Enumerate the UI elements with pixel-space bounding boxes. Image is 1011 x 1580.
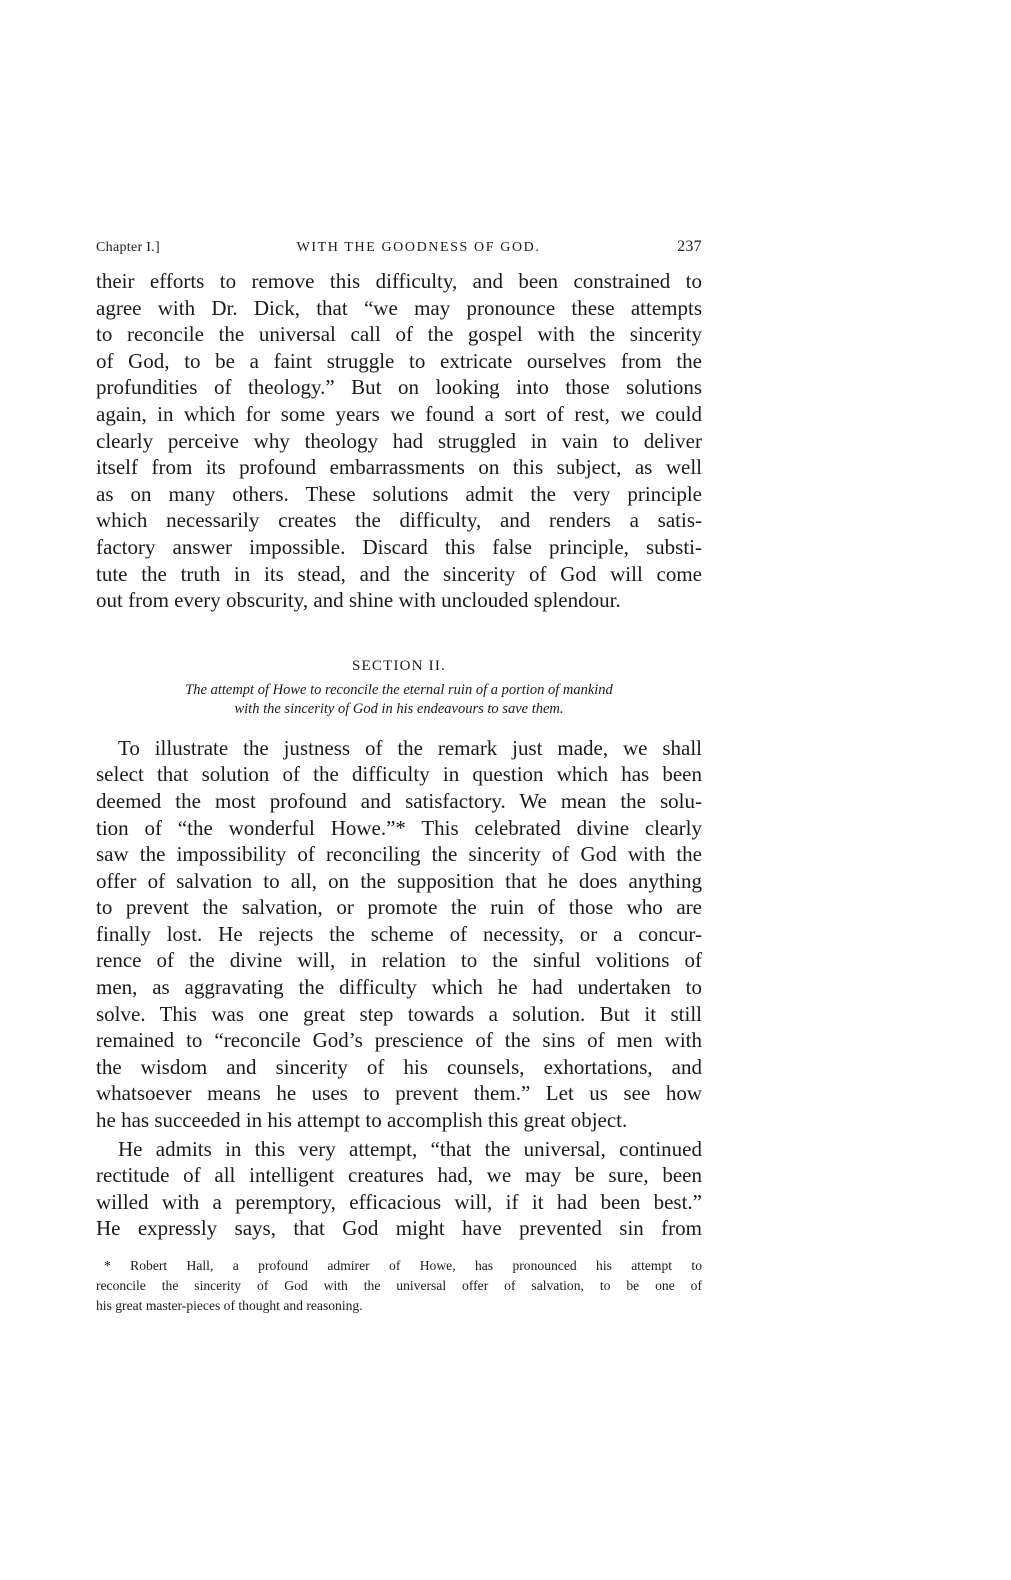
text-line: the wisdom and sincerity of his counsels, exhortations, and [96,1054,702,1079]
text-line: solve. This was one great step towards a solution. But it still [96,1001,702,1026]
text-line: men, as aggravating the difficulty which he had undertaken to [96,975,702,1000]
text-line: tion of “the wonderful Howe.”* This celebrated divine clearly [96,815,702,840]
section-subtitle [96,681,702,719]
text-line: agree with Dr. Dick, that “we may pronounce these attempts [96,295,702,320]
text-line: profundities of theology.” But on looking into those solutions [96,375,702,400]
text-line: deemed the most profound and satisfactory. We mean the solu- [96,788,702,813]
text-line: clearly perceive why theology had struggled in vain to deliver [96,428,702,453]
running-title: WITH THE GOODNESS OF GOD. [296,240,541,255]
text-line: finally lost. He rejects the scheme of necessity, or a concur- [96,921,702,946]
subtitle-line: The attempt of Howe to reconcile the eternal ruin of a portion of mankind [185,681,613,698]
text-line: tute the truth in its stead, and the sincerity of God will come [96,561,702,586]
running-head [96,238,702,256]
subtitle-line: with the sincerity of God in his endeavours to save them. [234,700,564,717]
text-line: whatsoever means he uses to prevent them.” Let us see how [96,1081,702,1106]
text-line: he has succeeded in his attempt to accomplish this great object. [96,1108,628,1133]
chapter-label: Chapter I.] [96,240,160,255]
page-number: 237 [677,238,702,255]
text-line: offer of salvation to all, on the supposition that he does anything [96,868,702,893]
text-line: their efforts to remove this difficulty, and been constrained to [96,269,702,293]
text-line: rectitude of all intelligent creatures had, we may be sure, been [96,1163,702,1188]
book-page [96,238,702,1316]
section-spacer [96,614,702,658]
text-line: willed with a peremptory, efficacious will, if it had been best.” [96,1189,702,1214]
text-line: to prevent the salvation, or promote the ruin of those who are [96,895,702,920]
text-line: remained to “reconcile God’s prescience of the sins of men with [96,1028,702,1053]
text-line: again, in which for some years we found a sort of rest, we could [96,401,702,426]
paragraph-two [96,735,702,1134]
opening-paragraph [96,268,702,614]
text-line: rence of the divine will, in relation to the sinful volitions of [96,948,702,973]
text-line: factory answer impossible. Discard this false principle, substi- [96,534,702,559]
footnote-line: his great master-pieces of thought and reasoning. [96,1298,363,1313]
footnote-line: * Robert Hall, a profound admirer of Howe, has pronounced his attempt to [104,1258,702,1273]
text-line: as on many others. These solutions admit the very principle [96,481,702,506]
text-line: out from every obscurity, and shine with unclouded splendour. [96,588,621,613]
footnote [96,1256,702,1316]
text-line: of God, to be a faint struggle to extricate ourselves from the [96,348,702,373]
text-line: saw the impossibility of reconciling the sincerity of God with the [96,842,702,867]
text-line: He admits in this very attempt, “that the universal, continued [118,1136,702,1161]
section-heading: SECTION II. [351,657,447,674]
text-line: to reconcile the universal call of the gospel with the sincerity [96,322,702,347]
paragraph-three [96,1136,702,1242]
footnote-line: reconcile the sincerity of God with the universal offer of salvation, to be one of [96,1278,702,1293]
text-line: which necessarily creates the difficulty, and renders a satis- [96,508,702,533]
text-line: He expressly says, that God might have prevented sin from [96,1216,702,1241]
text-line: To illustrate the justness of the remark just made, we shall [118,735,702,760]
text-line: itself from its profound embarrassments on this subject, as well [96,455,702,480]
text-line: select that solution of the difficulty in question which has been [96,762,702,787]
